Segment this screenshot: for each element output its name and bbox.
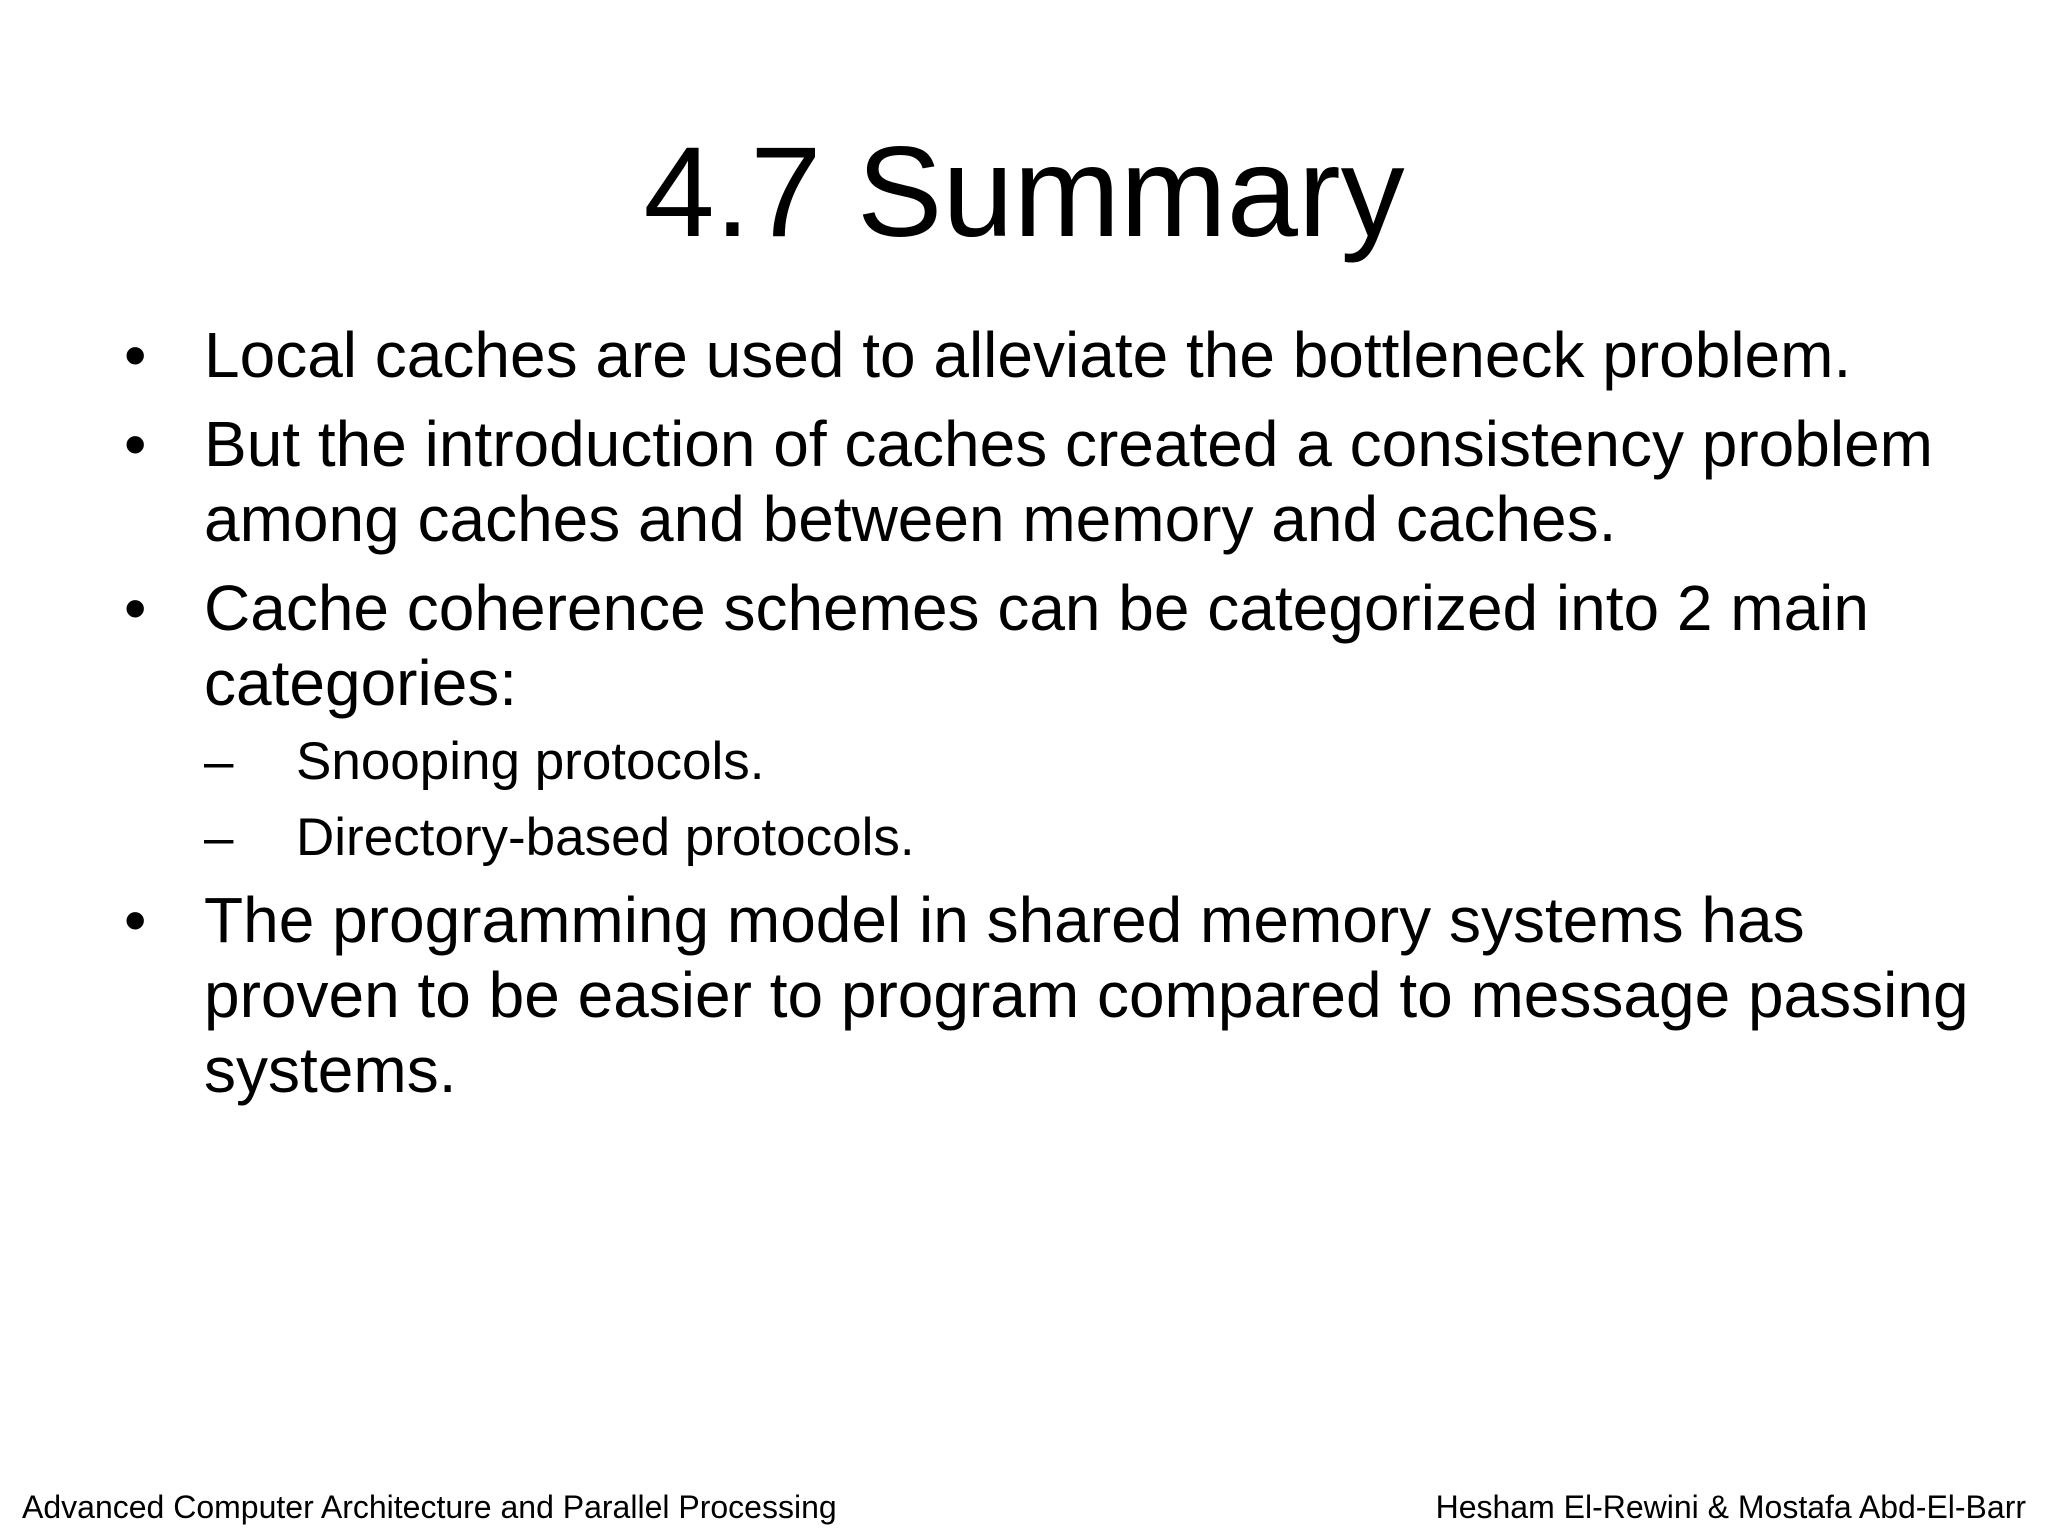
bullet-dot: • bbox=[124, 884, 147, 956]
bullet-dot: • bbox=[124, 319, 147, 391]
bullet-text: But the introduction of caches created a consistency problem among caches and between memory and caches. bbox=[204, 408, 1933, 555]
bullet-item bbox=[120, 407, 2000, 557]
bullet-dot: • bbox=[124, 572, 147, 644]
footer-authors: Hesham El-Rewini & Mostafa Abd-El-Barr bbox=[1435, 1489, 2026, 1525]
sub-bullet-text: Directory-based protocols. bbox=[296, 808, 915, 867]
sub-bullet-dash: – bbox=[204, 732, 234, 791]
slide-title: 4.7 Summary bbox=[643, 121, 1405, 264]
bullet-item bbox=[120, 318, 2000, 393]
sub-bullet-item bbox=[204, 731, 2000, 793]
footer-course-title: Advanced Computer Architecture and Parallel Processing bbox=[22, 1489, 837, 1525]
bullet-list bbox=[120, 318, 2000, 1122]
sub-bullet-text: Snooping protocols. bbox=[296, 732, 765, 791]
bullet-text: Local caches are used to alleviate the bottleneck problem. bbox=[204, 319, 1852, 391]
sub-bullet-item bbox=[204, 807, 2000, 869]
bullet-text: Cache coherence schemes can be categorized into 2 main categories: bbox=[204, 572, 1869, 719]
bullet-item bbox=[120, 883, 2000, 1108]
bullet-item bbox=[120, 571, 2000, 869]
sub-bullet-dash: – bbox=[204, 808, 234, 867]
sub-bullet-list bbox=[204, 731, 2000, 869]
bullet-dot: • bbox=[124, 408, 147, 480]
bullet-text: The programming model in shared memory systems has proven to be easier to program compared to message passing systems. bbox=[204, 884, 1969, 1106]
